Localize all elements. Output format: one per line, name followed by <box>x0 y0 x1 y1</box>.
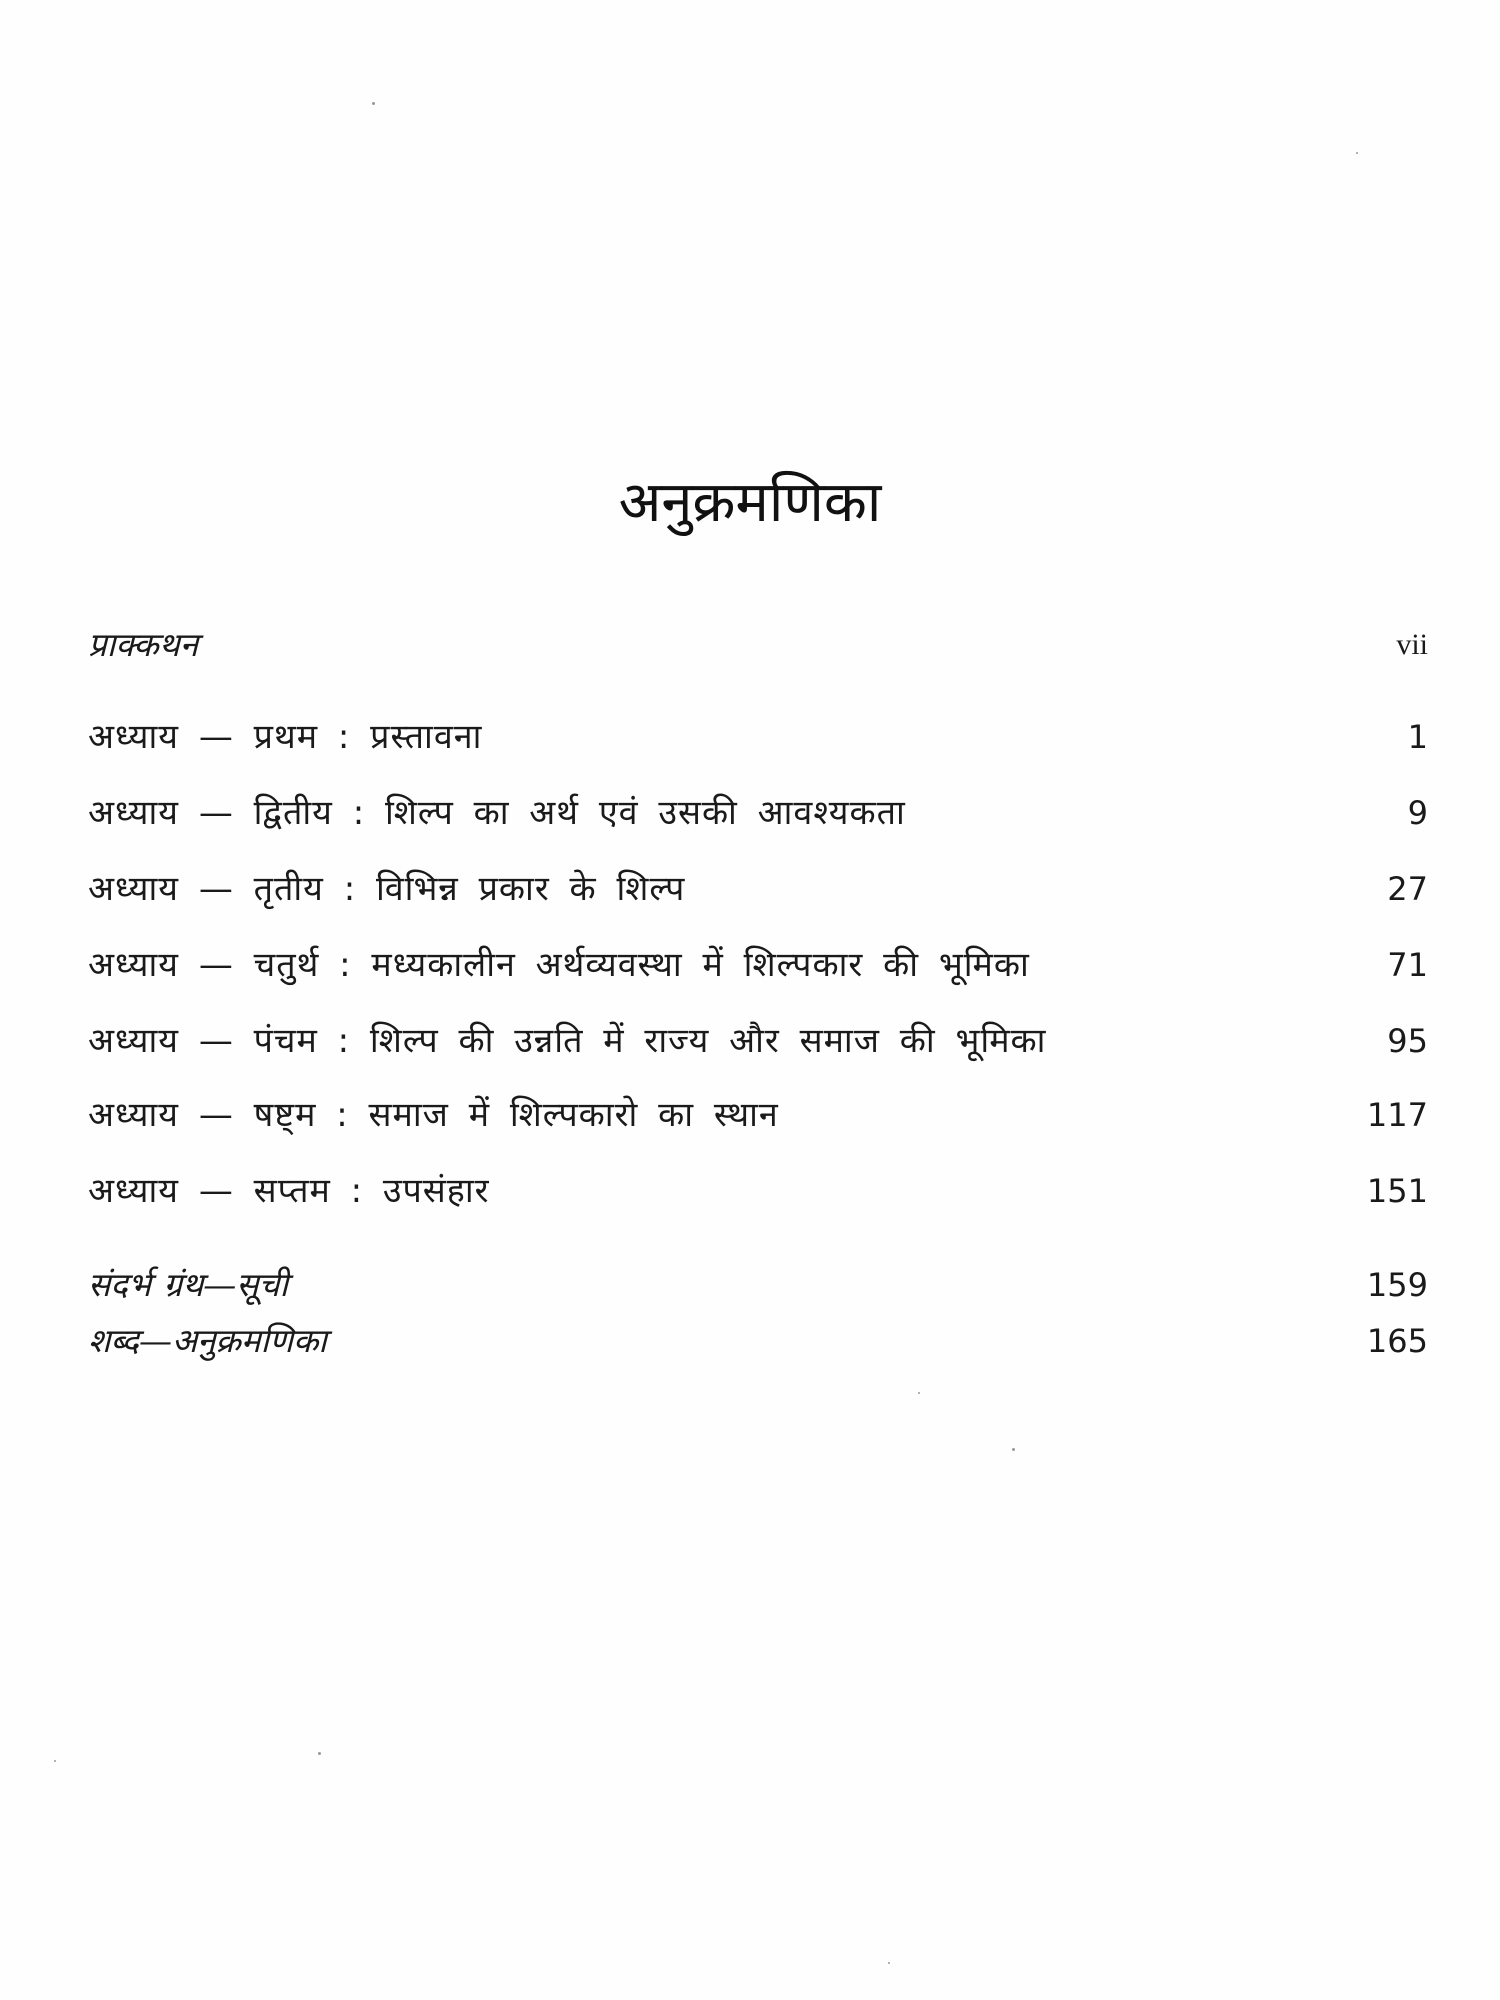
scan-speck <box>1356 152 1358 154</box>
toc-entry-page: 27 <box>1387 870 1428 908</box>
toc-entry-page: 95 <box>1387 1022 1428 1060</box>
toc-entry-label: अध्याय — सप्तम : उपसंहार <box>88 1171 490 1211</box>
toc-entry-preface <box>88 615 1428 675</box>
scan-speck <box>372 102 375 105</box>
toc-entry-page: 71 <box>1387 946 1428 984</box>
toc-entry-page: 151 <box>1366 1172 1428 1210</box>
toc-entry-page: 159 <box>1366 1266 1428 1304</box>
toc-entry-page: vii <box>1396 628 1428 661</box>
toc-entry-label: अध्याय — द्वितीय : शिल्प का अर्थ एवं उसकी आवश्यकता <box>88 793 906 833</box>
toc-entry-label: प्राक्कथन <box>88 625 199 664</box>
scan-speck <box>54 1760 56 1762</box>
toc-entry-label: अध्याय — तृतीय : विभिन्न प्रकार के शिल्प <box>88 869 686 909</box>
scan-speck <box>918 1392 920 1394</box>
toc-entry-word-index <box>88 1311 1428 1371</box>
scan-speck <box>318 1752 321 1755</box>
toc-entry-chapter-7 <box>88 1161 1428 1221</box>
toc-entry-label: शब्द—अनुक्रमणिका <box>88 1321 327 1360</box>
toc-entry-bibliography <box>88 1255 1428 1315</box>
toc-entry-chapter-1 <box>88 707 1428 767</box>
toc-entry-page: 9 <box>1407 794 1428 832</box>
toc-entry-page: 1 <box>1407 718 1428 756</box>
toc-entry-chapter-2 <box>88 783 1428 843</box>
toc-entry-chapter-5 <box>88 1011 1428 1071</box>
toc-entry-chapter-4 <box>88 935 1428 995</box>
toc-entry-label: संदर्भ ग्रंथ—सूची <box>88 1265 289 1304</box>
toc-entry-label: अध्याय — पंचम : शिल्प की उन्नति में राज्य और समाज की भूमिका <box>88 1021 1047 1061</box>
scan-speck <box>1012 1448 1015 1451</box>
toc-entry-chapter-3 <box>88 859 1428 919</box>
toc-entry-page: 165 <box>1366 1322 1428 1360</box>
page-title: अनुक्रमणिका <box>618 469 882 535</box>
toc-entry-page: 117 <box>1366 1096 1428 1134</box>
toc-entry-label: अध्याय — षष्ट्म : समाज में शिल्पकारो का स्थान <box>88 1095 779 1135</box>
scan-speck <box>888 1962 890 1964</box>
toc-entry-chapter-6 <box>88 1085 1428 1145</box>
toc-entry-label: अध्याय — चतुर्थ : मध्यकालीन अर्थव्यवस्था में शिल्पकार की भूमिका <box>88 945 1030 985</box>
toc-entry-label: अध्याय — प्रथम : प्रस्तावना <box>88 717 483 757</box>
